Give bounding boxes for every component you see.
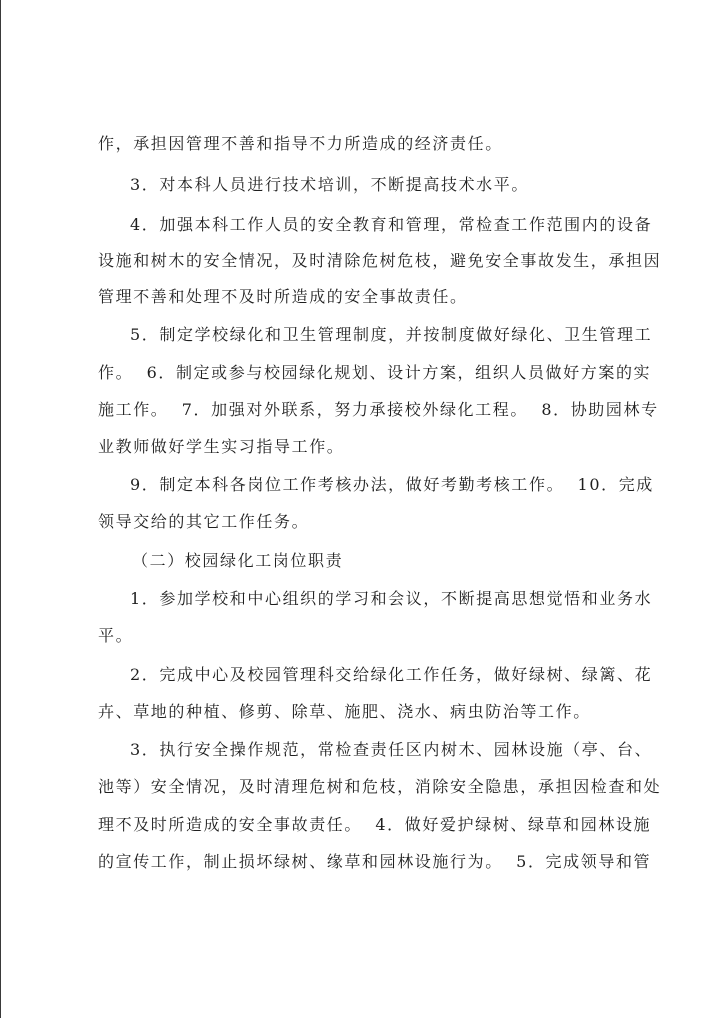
page-edge-divider xyxy=(0,0,1,1018)
paragraph-line: 作。 6．制定或参与校园绿化规划、设计方案，组织人员做好方案的实 xyxy=(98,363,652,382)
paragraph-line: 业教师做好学生实习指导工作。 xyxy=(98,437,345,456)
paragraph-line: 平。 xyxy=(98,626,134,645)
paragraph-line: 2．完成中心及校园管理科交给绿化工作任务，做好绿树、绿篱、花 xyxy=(130,665,653,684)
paragraph-line: 9．制定本科各岗位工作考核办法，做好考勤考核工作。 10．完成 xyxy=(130,475,654,494)
paragraph-line: 池等）安全情况，及时清理危树和危枝，消除安全隐患，承担因检查和处 xyxy=(98,777,662,796)
section-heading: （二）校园绿化工岗位职责 xyxy=(132,551,344,570)
paragraph-line: 管理不善和处理不及时所造成的安全事故责任。 xyxy=(98,287,468,306)
paragraph-line: 5．制定学校绿化和卫生管理制度，并按制度做好绿化、卫生管理工 xyxy=(130,325,653,344)
paragraph-line: 3．对本科人员进行技术培训，不断提高技术水平。 xyxy=(130,175,529,194)
paragraph-line: 4．加强本科工作人员的安全教育和管理，常检查工作范围内的设备 xyxy=(130,215,653,234)
paragraph-line: 设施和树木的安全情况，及时清除危树危枝，避免安全事故发生，承担因 xyxy=(98,251,662,270)
paragraph-line: 的宣传工作，制止损坏绿树、缘草和园林设施行为。 5．完成领导和管 xyxy=(98,852,652,871)
paragraph-line: 3．执行安全操作规范，常检查责任区内树木、园林设施（亭、台、 xyxy=(130,740,653,759)
paragraph-line: 作，承担因管理不善和指导不力所造成的经济责任。 xyxy=(98,134,503,153)
paragraph-line: 领导交给的其它工作任务。 xyxy=(98,512,310,531)
paragraph-line: 理不及时所造成的安全事故责任。 4．做好爱护绿树、绿草和园林设施 xyxy=(98,815,652,834)
paragraph-line: 卉、草地的种植、修剪、除草、施肥、浇水、病虫防治等工作。 xyxy=(98,702,591,721)
paragraph-line: 施工作。 7．加强对外联系，努力承接校外绿化工程。 8．协助园林专 xyxy=(98,400,659,419)
paragraph-line: 1．参加学校和中心组织的学习和会议，不断提高思想觉悟和业务水 xyxy=(130,589,653,608)
